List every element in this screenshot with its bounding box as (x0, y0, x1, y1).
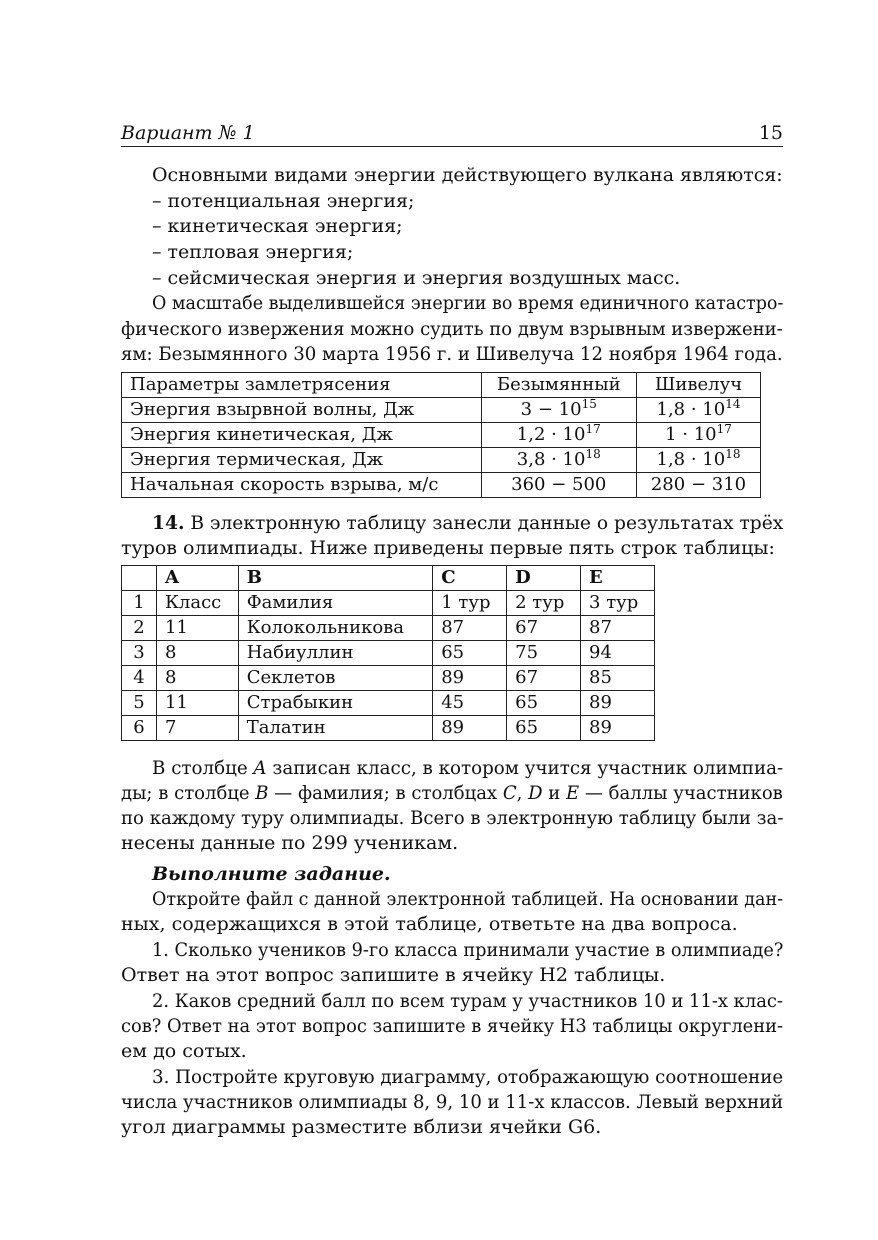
task-14-line: туров олимпиады. Ниже приведены первые пять строк таблицы: (121, 537, 775, 559)
value-base: 1 · 10 (665, 424, 717, 445)
cell: 89 (581, 691, 655, 716)
question-2-line: сов? Ответ на этот вопрос запишите в ячейку H3 таблицы округлени- (121, 1015, 784, 1037)
row-number: 2 (122, 616, 157, 641)
value-cell (636, 473, 760, 498)
text-fragment: записан класс, в котором учится участник олимпиа- (266, 757, 784, 779)
value-base: 1,8 · 10 (656, 399, 726, 420)
list-item: – кинетическая энергия; (152, 215, 403, 237)
row-number: 3 (122, 641, 157, 666)
value-cell (481, 423, 636, 448)
header-cell: Безымянный (481, 373, 636, 398)
question-3-line: числа участников олимпиады 8, 9, 10 и 11-х классов. Левый верхний (121, 1091, 784, 1113)
param-cell: Начальная скорость взрыва, м/с (122, 473, 482, 498)
cell: 3 тур (581, 591, 655, 616)
cell: 87 (433, 616, 507, 641)
cell: 1 тур (433, 591, 507, 616)
text-fragment: — фамилия; в столбцах (268, 782, 503, 804)
value-exponent: 18 (585, 447, 601, 461)
cell: 65 (507, 716, 581, 741)
value-base: 360 − 500 (511, 474, 607, 495)
table-row (122, 473, 761, 498)
corner-cell (122, 566, 157, 591)
question-3-line: угол диаграммы разместите вблизи ячейки G6. (121, 1116, 602, 1138)
page-number: 15 (758, 122, 783, 144)
cell: 65 (433, 641, 507, 666)
text-fragment: — баллы участников (579, 782, 783, 804)
task-number: 14. (152, 512, 185, 534)
assignment-line: Откройте файл с данной электронной таблицей. На основании дан- (152, 888, 784, 910)
table-row (122, 398, 761, 423)
value-cell (481, 398, 636, 423)
column-header: E (581, 566, 655, 591)
header-cell: Шивелуч (636, 373, 760, 398)
cell: Талатин (238, 716, 432, 741)
cell: 87 (581, 616, 655, 641)
task-text: В электронную таблицу занесли данные о результатах трёх (190, 512, 784, 534)
cell: 7 (157, 716, 239, 741)
column-header-row (122, 566, 655, 591)
column-header: A (157, 566, 239, 591)
cell: 65 (507, 691, 581, 716)
value-cell (636, 423, 760, 448)
energy-table (121, 372, 761, 498)
table-row (122, 591, 655, 616)
row-number: 5 (122, 691, 157, 716)
value-exponent: 17 (585, 422, 601, 436)
cell: Страбыкин (238, 691, 432, 716)
value-exponent: 14 (725, 397, 741, 411)
description-line: несены данные по 299 ученикам. (121, 832, 459, 854)
text-fragment: ды; в столбце (121, 782, 256, 804)
question-2-line: 2. Каков средний балл по всем турам у участников 10 и 11-х клас- (152, 990, 783, 1012)
table-row (122, 423, 761, 448)
text-fragment: В столбце (152, 757, 254, 779)
paragraph-line: фического извержения можно судить по двум взрывным извержени- (121, 318, 783, 340)
table-row (122, 691, 655, 716)
variant-title: Вариант № 1 (121, 122, 255, 144)
table-row (122, 666, 655, 691)
column-header: C (433, 566, 507, 591)
cell: Набиуллин (238, 641, 432, 666)
cell: 8 (157, 666, 239, 691)
cell: 2 тур (507, 591, 581, 616)
value-cell (636, 448, 760, 473)
header-cell: Параметры замлетрясения (122, 373, 482, 398)
cell: 89 (581, 716, 655, 741)
param-cell: Энергия взырвной волны, Дж (122, 398, 482, 423)
assignment-line: ных, содержащихся в этой таблице, ответьте на два вопроса. (121, 913, 738, 935)
cell: 11 (157, 691, 239, 716)
description-line (152, 756, 783, 780)
running-header (121, 122, 783, 147)
column-header: D (507, 566, 581, 591)
paragraph-line: О масштабе выделившейся энергии во время единичного катастро- (152, 292, 784, 314)
column-ref: D (528, 782, 543, 804)
cell: Фамилия (238, 591, 432, 616)
spreadsheet-table (121, 565, 655, 741)
assignment-heading: Выполните задание. (152, 863, 391, 885)
column-ref: B (255, 782, 269, 804)
table-row (122, 716, 655, 741)
cell: 67 (507, 616, 581, 641)
description-line (121, 781, 783, 805)
table-row (122, 641, 655, 666)
question-2-line: ем до сотых. (121, 1040, 247, 1062)
value-cell (481, 473, 636, 498)
question-1-line: Ответ на этот вопрос запишите в ячейку H2 таблицы. (121, 964, 666, 986)
value-base: 3,8 · 10 (516, 449, 586, 470)
list-item: – тепловая энергия; (152, 241, 354, 263)
param-cell: Энергия кинетическая, Дж (122, 423, 482, 448)
column-ref: A (253, 757, 267, 779)
value-exponent: 17 (716, 422, 732, 436)
task-14-line (152, 511, 783, 535)
column-ref: C (502, 782, 517, 804)
column-header: B (238, 566, 432, 591)
cell: 75 (507, 641, 581, 666)
table-row (122, 616, 655, 641)
cell: 89 (433, 666, 507, 691)
row-number: 4 (122, 666, 157, 691)
cell: 67 (507, 666, 581, 691)
param-cell: Энергия термическая, Дж (122, 448, 482, 473)
text-fragment: , (516, 782, 529, 804)
question-1-line: 1. Сколько учеников 9-го класса принимали участие в олимпиаде? (152, 939, 784, 961)
value-exponent: 18 (725, 447, 741, 461)
cell: 8 (157, 641, 239, 666)
question-3-line: 3. Постройте круговую диаграмму, отображающую соотношение (152, 1066, 784, 1088)
description-line: по каждому туру олимпиады. Всего в электронную таблицу были за- (121, 807, 784, 829)
list-item: – потенциальная энергия; (152, 190, 415, 212)
cell: Секлетов (238, 666, 432, 691)
cell: 85 (581, 666, 655, 691)
list-item: – сейсмическая энергия и энергия воздушных масс. (152, 267, 681, 289)
cell: 94 (581, 641, 655, 666)
row-number: 6 (122, 716, 157, 741)
value-exponent: 15 (581, 397, 597, 411)
cell: 45 (433, 691, 507, 716)
intro-paragraph: Основными видами энергии действующего вулкана являются: (152, 164, 783, 186)
value-base: 1,2 · 10 (516, 424, 586, 445)
value-base: 3 − 10 (520, 399, 582, 420)
value-cell (636, 398, 760, 423)
value-base: 1,8 · 10 (656, 449, 726, 470)
paragraph-line: ям: Безымянного 30 марта 1956 г. и Шивелуча 12 ноября 1964 года. (121, 343, 783, 365)
value-base: 280 − 310 (650, 474, 747, 495)
cell: Класс (157, 591, 239, 616)
row-number: 1 (122, 591, 157, 616)
column-ref: E (566, 782, 580, 804)
cell: 11 (157, 616, 239, 641)
text-fragment: и (542, 782, 567, 804)
table-row (122, 448, 761, 473)
value-cell (481, 448, 636, 473)
table-header-row (122, 373, 761, 398)
cell: Колокольникова (238, 616, 432, 641)
cell: 89 (433, 716, 507, 741)
